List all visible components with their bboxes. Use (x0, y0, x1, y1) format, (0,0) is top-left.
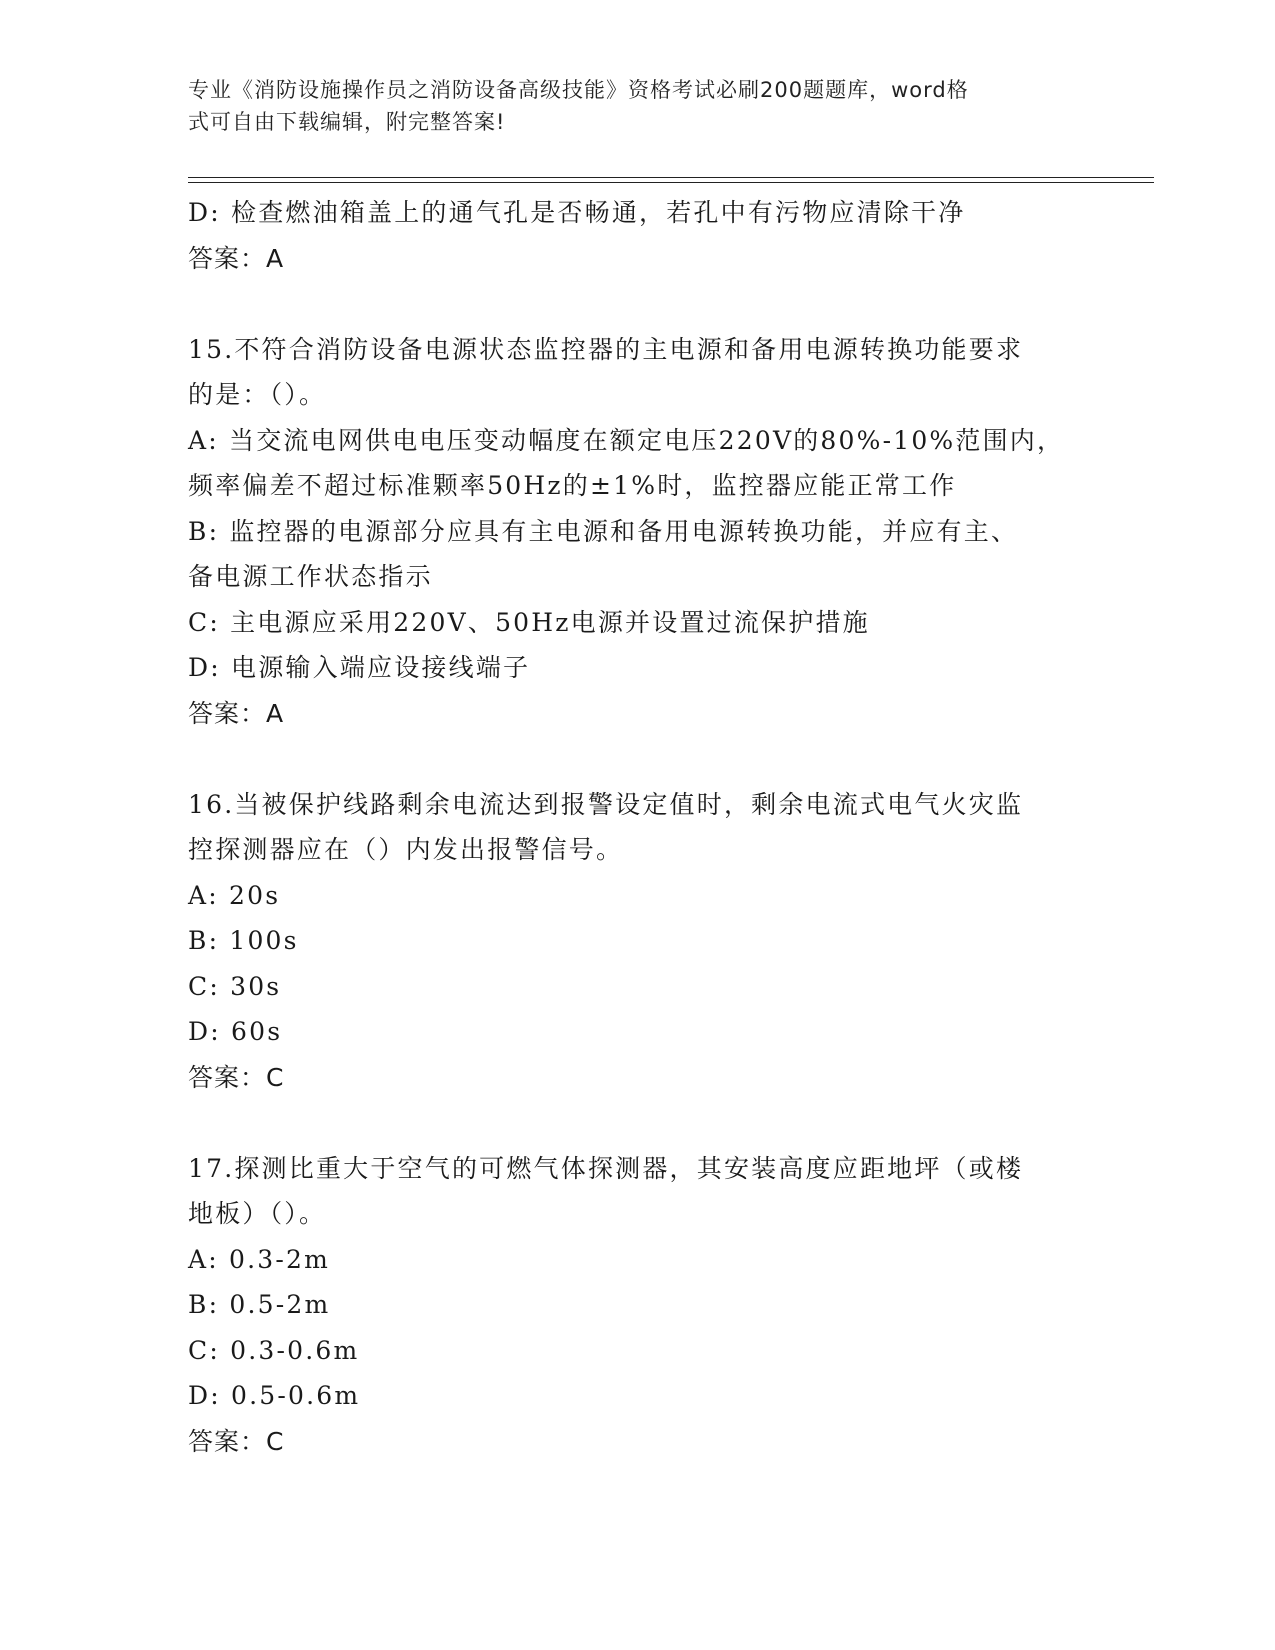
option-c: C: 0.3-0.6m (188, 1335, 360, 1365)
question-stem-cont: 控探测器应在（）内发出报警信号。 (188, 835, 624, 864)
answer-label: 答案：A (188, 698, 285, 728)
option-b: B: 监控器的电源部分应具有主电源和备用电源转换功能，并应有主、 (188, 516, 1019, 546)
spacer (188, 281, 1088, 327)
header-divider-bottom (188, 182, 1154, 183)
option-a: A: 0.3-2m (188, 1244, 331, 1274)
spacer (188, 736, 1088, 782)
header-line-1: 专业《消防设施操作员之消防设备高级技能》资格考试必刷200题题库，word格 (188, 78, 969, 102)
spacer (188, 1100, 1088, 1146)
document-header (188, 74, 1068, 138)
option-a-cont: 频率偏差不超过标准颗率50Hz的±1%时，监控器应能正常工作 (188, 471, 957, 500)
header-line-2: 式可自由下载编辑，附完整答案! (188, 110, 506, 134)
header-divider-top (188, 177, 1154, 178)
question-stem: 17.探测比重大于空气的可燃气体探测器，其安装高度应距地坪（或楼 (188, 1153, 1024, 1183)
option-b: B: 100s (188, 926, 299, 955)
question-stem: 15.不符合消防设备电源状态监控器的主电源和备用电源转换功能要求 (188, 334, 1024, 364)
option-a: A: 当交流电网供电电压变动幅度在额定电压220V的80%-10%范围内， (188, 425, 1065, 455)
question-16 (188, 782, 1088, 1101)
answer-label: 答案：C (188, 1426, 285, 1456)
question-stem-cont: 地板）（）。 (188, 1199, 327, 1228)
option-a: A: 20s (188, 880, 281, 910)
question-stem-cont: 的是：（）。 (188, 380, 327, 409)
answer-label: 答案：C (188, 1062, 285, 1092)
question-stem: 16.当被保护线路剩余电流达到报警设定值时，剩余电流式电气火灾监 (188, 789, 1024, 819)
answer-label: 答案：A (188, 243, 285, 273)
option-d: D: 60s (188, 1017, 283, 1046)
option-c: C: 30s (188, 971, 282, 1001)
question-15 (188, 327, 1088, 737)
option-b-cont: 备电源工作状态指示 (188, 562, 433, 591)
question-content (188, 190, 1088, 1464)
option-d: D: 电源输入端应设接线端子 (188, 653, 531, 682)
option-b: B: 0.5-2m (188, 1290, 331, 1319)
previous-question-tail (188, 190, 1088, 281)
question-17 (188, 1146, 1088, 1465)
option-d: D: 0.5-0.6m (188, 1381, 361, 1410)
option-c: C: 主电源应采用220V、50Hz电源并设置过流保护措施 (188, 607, 870, 637)
option-d: D: 检查燃油箱盖上的通气孔是否畅通，若孔中有污物应清除干净 (188, 198, 966, 227)
